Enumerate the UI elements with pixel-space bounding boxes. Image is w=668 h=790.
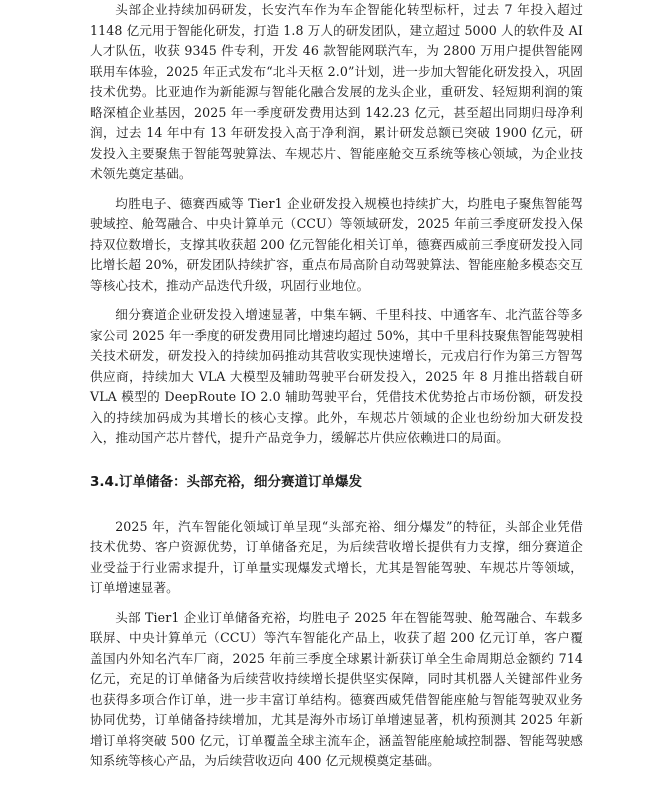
paragraph-rd-niche: 细分赛道企业研发投入增速显著，中集车辆、千里科技、中通客车、北汽蓝谷等多家公司 2025 年一季度的研发费用同比增速均超过 50%，其中千里科技聚焦智能驾驶相关技术研发，研发投入的持续加码推动其营收实现快速增长，元戎启行作为第三方智驾供应商，持续加大 VLA 大模型及辅助驾驶平台研发投入，2025 年 8 月推出搭载自研 VLA 模型的 DeepRoute IO 2.0 辅助驾驶平台，凭借技术优势抢占市场份额，研发投入的持续加码成为其增长的核心支撑。此外，车规芯片领域的企业也纷纷加大研发投入，推动国产芯片替代，提升产品竞争力，缓解芯片供应依赖进口的局面。 <box>90 307 583 445</box>
section-heading-order-backlog: 3.4.订单储备：头部充裕，细分赛道订单爆发 <box>90 473 363 490</box>
paragraph-orders-overview: 2025 年，汽车智能化领域订单呈现“头部充裕、细分爆发”的特征，头部企业凭借技术优势、客户资源优势，订单储备充足，为后续营收增长提供有力支撑，细分赛道企业受益于行业需求提升，订单量实现爆发式增长，尤其是智能驾驶、车规芯片等领域，订单增速显著。 <box>90 518 583 595</box>
paragraph-rd-leaders: 头部企业持续加码研发，长安汽车作为车企智能化转型标杆，过去 7 年投入超过 1148 亿元用于智能化研发，打造 1.8 万人的研发团队，建立超过 5000 人的软件及 AI 人才队伍，收获 9345 件专利，开发 46 款智能网联汽车，为 2800 万用户提供智能网联用车体验，2025 年正式发布“北斗天枢 2.0”计划，进一步加大智能化研发投入，巩固技术优势。比亚迪作为新能源与智能化融合发展的龙头企业，重研发、轻短期利润的策略深植企业基因，2025 年一季度研发费用达到 142.23 亿元，甚至超出同期归母净利润，过去 14 年中有 13 年研发投入高于净利润，累计研发总额已突破 1900 亿元，研发投入主要聚焦于智能驾驶算法、车规芯片、智能座舱交互系统等核心领域，为企业技术领先奠定基础。 <box>90 2 583 181</box>
document-page <box>90 0 583 781</box>
paragraph-rd-tier1: 均胜电子、德赛西威等 Tier1 企业研发投入规模也持续扩大，均胜电子聚焦智能驾驶域控、舱驾融合、中央计算单元（CCU）等领域研发，2025 年前三季度研发投入保持双位数增长，支撑其收获超 200 亿元智能化相关订单，德赛西威前三季度研发投入同比增长超 20%，研发团队持续扩容，重点布局高阶自动驾驶算法、智能座舱多模态交互等核心技术，推动产品迭代升级，巩固行业地位。 <box>90 195 583 293</box>
paragraph-orders-tier1: 头部 Tier1 企业订单储备充裕，均胜电子 2025 年在智能驾驶、舱驾融合、车载多联屏、中央计算单元（CCU）等汽车智能化产品上，收获了超 200 亿元订单，客户覆盖国内外知名汽车厂商，2025 年前三季度全球累计新获订单全生命周期总金额约 714 亿元，充足的订单储备为后续营收持续增长提供坚实保障，同时其机器人关键部件业务也获得多项合作订单，进一步丰富订单结构。德赛西威凭借智能座舱与智能驾驶双业务协同优势，订单储备持续增加，尤其是海外市场订单增速显著，机构预测其 2025 年新增订单将突破 500 亿元，订单覆盖全球主流车企，涵盖智能座舱域控制器、智能驾驶感知系统等核心产品，为后续营收迈向 400 亿元规模奠定基础。 <box>90 609 583 768</box>
